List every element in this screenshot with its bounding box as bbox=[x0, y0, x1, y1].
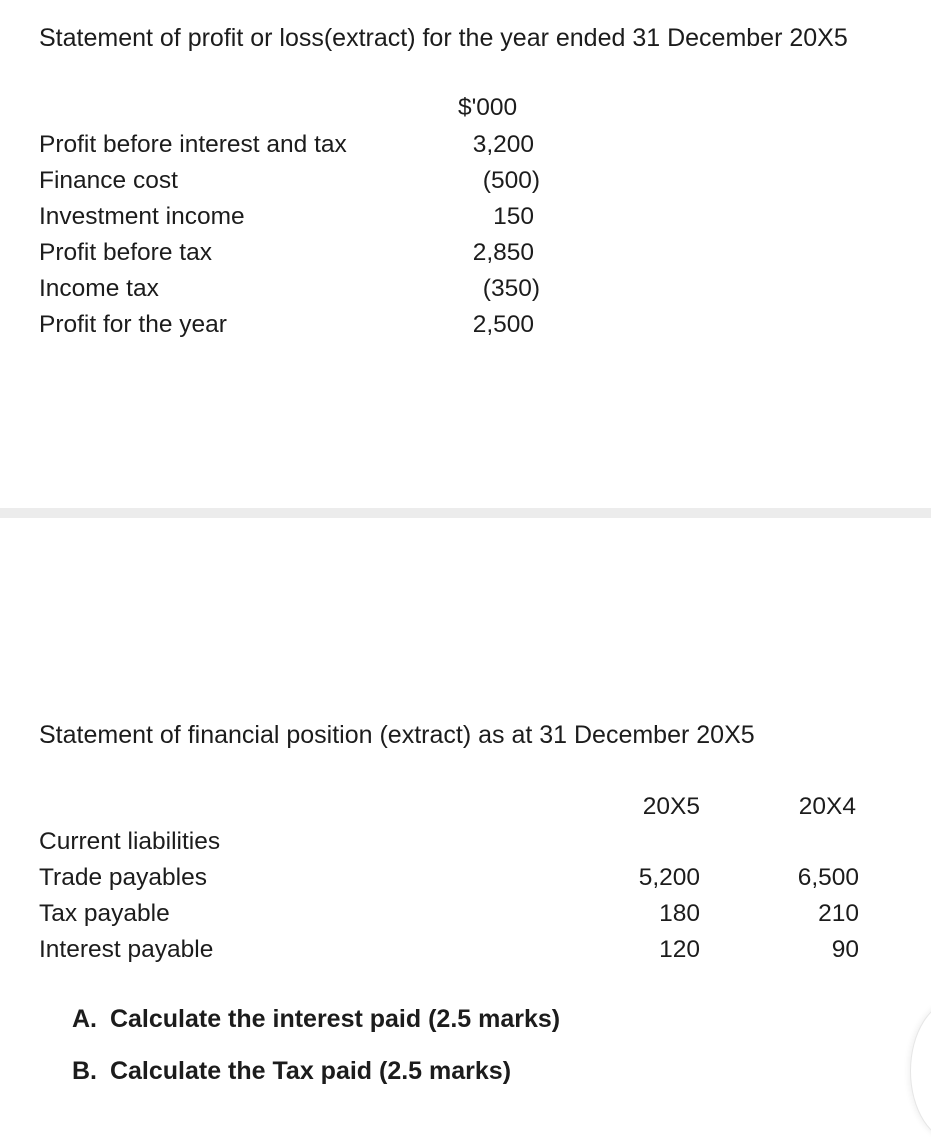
pl-row-label: Finance cost bbox=[39, 167, 178, 194]
floating-button-edge[interactable] bbox=[910, 1000, 931, 1142]
fp-row-label: Trade payables bbox=[39, 864, 207, 891]
financial-position-title: Statement of financial position (extract) as at 31 December 20X5 bbox=[39, 721, 755, 749]
question-marker: A. bbox=[72, 1005, 97, 1033]
pl-row-value: 2,500 bbox=[472, 311, 534, 338]
unit-header: $'000 bbox=[458, 94, 518, 121]
fp-row-value-20x4: 210 bbox=[818, 900, 859, 927]
pl-row-label: Investment income bbox=[39, 203, 245, 230]
question-b bbox=[72, 1059, 511, 1084]
fp-row-value-20x4: 90 bbox=[831, 936, 859, 963]
fp-row-value-20x4: 6,500 bbox=[797, 864, 859, 891]
fp-row-value-20x5: 120 bbox=[659, 936, 700, 963]
fp-row-value-20x5: 180 bbox=[659, 900, 700, 927]
fp-row-label: Tax payable bbox=[39, 900, 170, 927]
question-text: Calculate the interest paid (2.5 marks) bbox=[109, 1005, 561, 1033]
profit-loss-title: Statement of profit or loss(extract) for the year ended 31 December 20X5 bbox=[39, 24, 848, 52]
section-divider bbox=[0, 508, 931, 518]
pl-row-value: (500) bbox=[482, 167, 540, 194]
pl-row-label: Income tax bbox=[39, 275, 159, 302]
col-header-20x4: 20X4 bbox=[798, 793, 856, 820]
pl-row-value: 3,200 bbox=[472, 131, 534, 158]
pl-row-value: (350) bbox=[482, 275, 540, 302]
pl-row-label: Profit for the year bbox=[39, 311, 227, 338]
fp-row-label: Interest payable bbox=[39, 936, 214, 963]
question-a bbox=[72, 1007, 560, 1032]
col-header-20x5: 20X5 bbox=[642, 793, 700, 820]
pl-row-label: Profit before tax bbox=[39, 239, 212, 266]
section-label-current-liabilities: Current liabilities bbox=[39, 828, 221, 855]
question-text: Calculate the Tax paid (2.5 marks) bbox=[109, 1057, 512, 1085]
pl-row-value: 2,850 bbox=[472, 239, 534, 266]
question-marker: B. bbox=[72, 1057, 97, 1085]
pl-row-value: 150 bbox=[493, 203, 534, 230]
fp-row-value-20x5: 5,200 bbox=[638, 864, 700, 891]
pl-row-label: Profit before interest and tax bbox=[39, 131, 347, 158]
